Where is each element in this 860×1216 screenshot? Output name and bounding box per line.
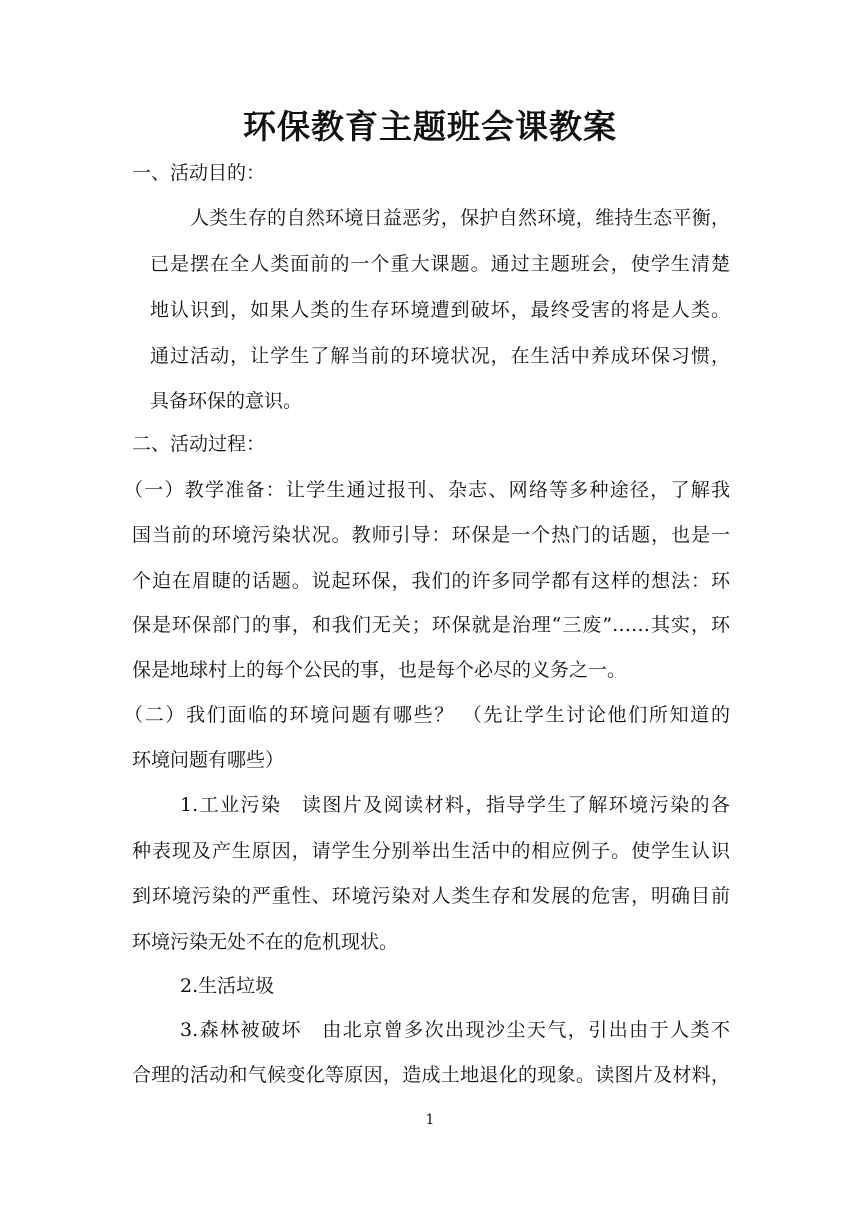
body-line: 国当前的环境污染状况。教师引导：环保是一个热门的话题，也是一 (132, 524, 730, 546)
body-line: 保是环保部门的事，和我们无关；环保就是治理“三废”……其实，环 (132, 614, 730, 636)
page-number: 1 (425, 1112, 435, 1128)
body-line: 合理的活动和气候变化等原因，造成土地退化的现象。读图片及材料， (132, 1064, 730, 1086)
body-line: （一）教学准备：让学生通过报刊、杂志、网络等多种途径，了解我 (124, 479, 730, 501)
body-line: 已是摆在全人类面前的一个重大课题。通过主题班会，使学生清楚 (150, 253, 730, 275)
body-line: 1.工业污染 读图片及阅读材料，指导学生了解环境污染的各 (180, 794, 730, 816)
body-line: 环境问题有哪些） (132, 749, 285, 771)
body-line: 地认识到，如果人类的生存环境遭到破坏，最终受害的将是人类。 (150, 299, 730, 321)
body-line: 2.生活垃圾 (180, 975, 275, 997)
body-line: （二）我们面临的环境问题有哪些？ （先让学生讨论他们所知道的 (124, 704, 730, 726)
document-title: 环保教育主题班会课教案 (243, 107, 617, 146)
body-line: 保是地球村上的每个公民的事，也是每个必尽的义务之一。 (132, 659, 627, 681)
body-line: 通过活动，让学生了解当前的环境状况，在生活中养成环保习惯， (150, 345, 730, 367)
body-line: 人类生存的自然环境日益恶劣，保护自然环境，维持生态平衡， (190, 207, 730, 229)
heading-purpose: 一、活动目的： (132, 162, 266, 184)
body-line: 3.森林被破坏 由北京曾多次出现沙尘天气，引出由于人类不 (180, 1019, 730, 1041)
body-line: 种表现及产生原因，请学生分别举出生活中的相应例子。使学生认识 (132, 840, 730, 862)
body-line: 具备环保的意识。 (150, 390, 303, 412)
heading-process: 二、活动过程： (132, 433, 266, 455)
body-line: 到环境污染的严重性、环境污染对人类生存和发展的危害，明确目前 (132, 885, 730, 907)
body-line: 环境污染无处不在的危机现状。 (132, 931, 399, 953)
body-line: 个迫在眉睫的话题。说起环保，我们的许多同学都有这样的想法：环 (132, 570, 730, 592)
